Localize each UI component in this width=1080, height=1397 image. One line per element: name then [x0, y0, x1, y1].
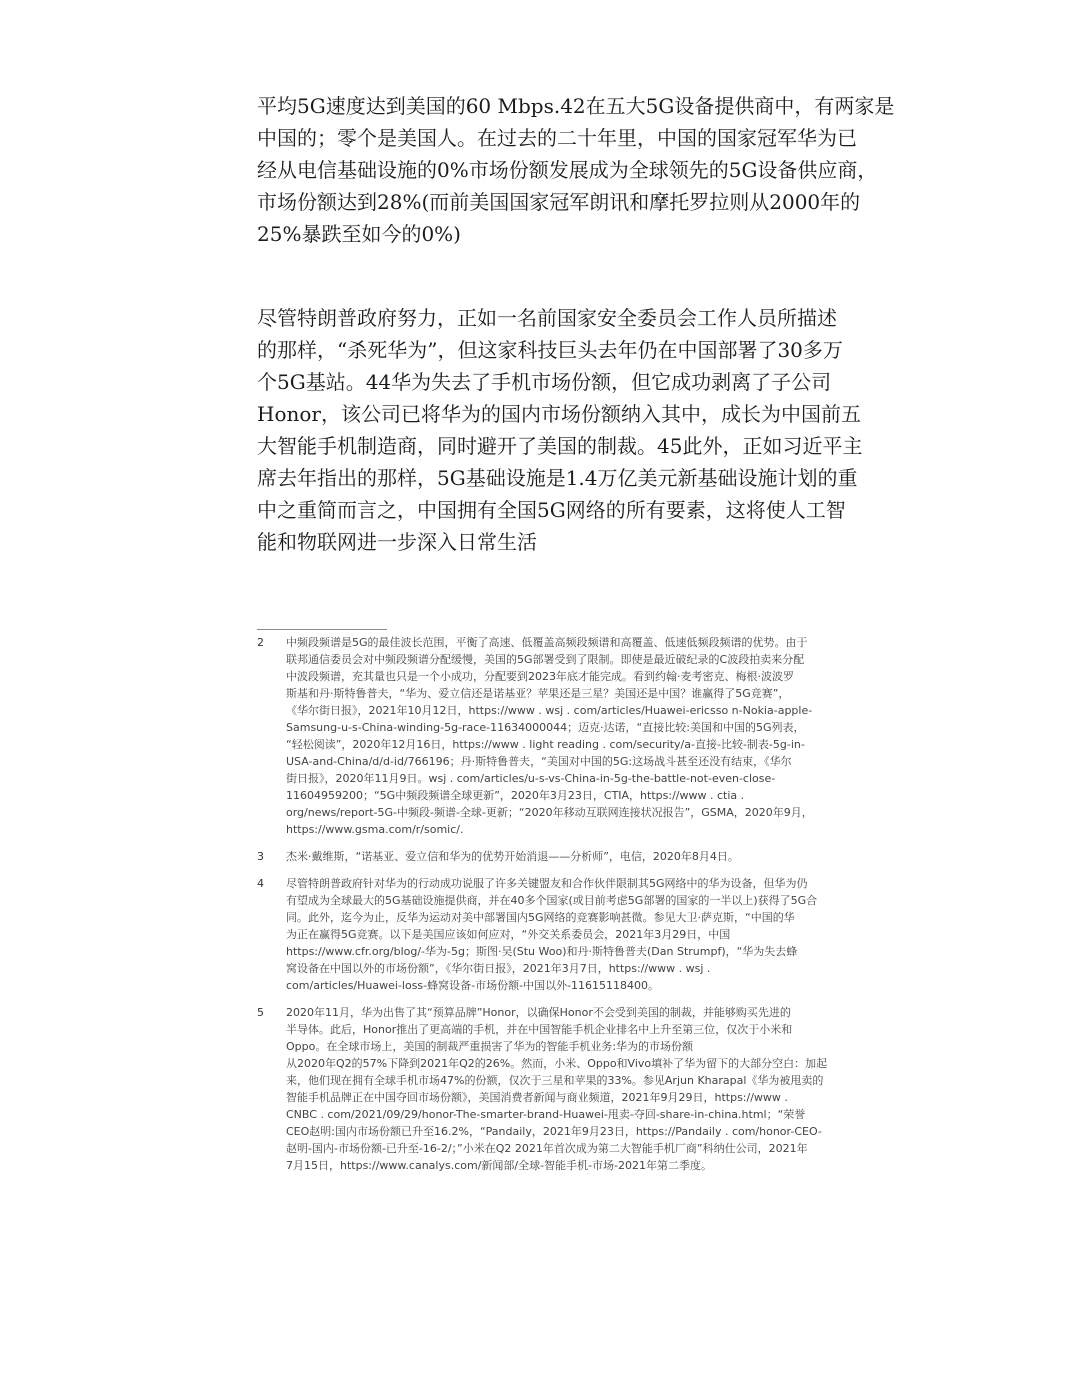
body-paragraph-2 [257, 302, 897, 558]
footnote-2 [257, 634, 897, 838]
footnote-5 [257, 1004, 897, 1174]
footnote-line: org/news/report-5G-中频段-频谱-全球-更新；“2020年移动互联网连接状况报告”，GSMA，2020年9月， [286, 806, 813, 819]
footnote-line: 窝设备在中国以外的市场份额”，《华尔街日报》，2021年3月7日，https://www . wsj . [286, 962, 711, 975]
footnote-line: 半导体。此后，Honor推出了更高端的手机，并在中国智能手机企业排名中上升至第三位，仅次于小米和 [286, 1023, 793, 1036]
footnote-line: 中波段频谱，充其量也只是一个小成功，分配要到2023年底才能完成。看到约翰·麦考密克、梅根·波波罗 [286, 670, 794, 683]
footnote-line: 中频段频谱是5G的最佳波长范围，平衡了高速、低覆盖高频段频谱和高覆盖、低速低频段频谱的优势。由于 [286, 636, 808, 649]
footnote-line: CNBC . com/2021/09/29/honor-The-smarter-brand-Huawei-甩卖-夺回-share-in-china.html；“荣誉 [286, 1108, 806, 1121]
footnote-line: 联邦通信委员会对中频段频谱分配缓慢，美国的5G部署受到了限制。即使是最近破纪录的C波段拍卖来分配 [286, 653, 805, 666]
footnote-line: Oppo。在全球市场上，美国的制裁严重损害了华为的智能手机业务:华为的市场份额 [286, 1040, 694, 1053]
body-paragraph-1 [257, 90, 897, 250]
footnote-line: 7月15日，https://www.canalys.com/新闻部/全球-智能手机-市场-2021年第二季度。 [286, 1159, 713, 1172]
footnote-line: 斯基和丹·斯特鲁普夫，“华为、爱立信还是诺基亚？苹果还是三星？美国还是中国？谁赢得了5G竞赛”， [286, 687, 790, 700]
footnote-line: 尽管特朗普政府针对华为的行动成功说服了许多关键盟友和合作伙伴限制其5G网络中的华为设备，但华为仍 [286, 877, 808, 890]
footnote-number: 4 [257, 877, 264, 890]
paragraph-line: 能和物联网进一步深入日常生活 [257, 530, 537, 554]
footnote-line: Samsung-u-s-China-winding-5g-race-11634000044；迈克·达诺，“直接比较:美国和中国的5G列表， [286, 721, 805, 734]
paragraph-line: 席去年指出的那样，5G基础设施是1.4万亿美元新基础设施计划的重 [257, 466, 858, 490]
paragraph-line: 平均5G速度达到美国的60 Mbps.42在五大5G设备提供商中，有两家是 [257, 94, 895, 118]
footnote-number: 3 [257, 850, 264, 863]
paragraph-line: 尽管特朗普政府努力，正如一名前国家安全委员会工作人员所描述 [257, 306, 837, 330]
footnote-3 [257, 848, 897, 865]
footnote-line: USA-and-China/d/d-id/766196；丹·斯特鲁普夫，“美国对中国的5G:这场战斗甚至还没有结束，《华尔 [286, 755, 792, 768]
footnote-divider [257, 629, 387, 630]
footnote-line: 2020年11月，华为出售了其“预算品牌”Honor，以确保Honor不会受到美国的制裁，并能够购买先进的 [286, 1006, 791, 1019]
footnote-line: 赵明-国内-市场份额-已升至-16-2/；”小米在Q2 2021年首次成为第二大智能手机厂商”科纳仕公司，2021年 [286, 1142, 808, 1155]
footnote-number: 5 [257, 1006, 264, 1019]
footnote-line: 为正在赢得5G竞赛。以下是美国应该如何应对，“外交关系委员会，2021年3月29日，中国 [286, 928, 731, 941]
footnote-line: https://www.cfr.org/blog/-华为-5g；斯图·吴(Stu Woo)和丹·斯特鲁普夫(Dan Strumpf)，“华为失去蜂 [286, 945, 798, 958]
footnote-line: 从2020年Q2的57%下降到2021年Q2的26%。然而，小米、Oppo和Vivo填补了华为留下的大部分空白：加起 [286, 1057, 828, 1070]
footnote-line: 有望成为全球最大的5G基础设施提供商，并在40多个国家(或目前考虑5G部署的国家的一半以上)获得了5G合 [286, 894, 818, 907]
paragraph-line: 中之重简而言之，中国拥有全国5G网络的所有要素，这将使人工智 [257, 498, 846, 522]
footnote-number: 2 [257, 636, 264, 649]
paragraph-line: 个5G基站。44华为失去了手机市场份额，但它成功剥离了子公司 [257, 370, 832, 394]
footnotes-section [257, 634, 897, 1184]
footnote-line: 杰米·戴维斯，“诺基亚、爱立信和华为的优势开始消退——分析师”，电信，2020年8月4日。 [286, 850, 739, 863]
paragraph-line: 中国的；零个是美国人。在过去的二十年里，中国的国家冠军华为已 [257, 126, 857, 150]
paragraph-line: Honor，该公司已将华为的国内市场份额纳入其中，成长为中国前五 [257, 402, 861, 426]
paragraph-line: 市场份额达到28%(而前美国国家冠军朗讯和摩托罗拉则从2000年的 [257, 190, 861, 214]
footnote-line: 《华尔街日报》，2021年10月12日，https://www . wsj . com/articles/Huawei-ericsso n-Nokia-apple- [286, 704, 813, 717]
footnote-line: 来，他们现在拥有全球手机市场47%的份额，仅次于三星和苹果的33%。参见Arjun Kharapal《华为被甩卖的 [286, 1074, 824, 1087]
paragraph-line: 25%暴跌至如今的0%) [257, 222, 461, 246]
footnote-line: 同。此外，迄今为止，反华为运动对美中部署国内5G网络的竞赛影响甚微。参见大卫·萨克斯，“中国的华 [286, 911, 795, 924]
paragraph-line: 经从电信基础设施的0%市场份额发展成为全球领先的5G设备供应商， [257, 158, 878, 182]
footnote-line: “轻松阅读”，2020年12月16日，https://www . light reading . com/security/a-直接-比较-制表-5g-in- [286, 738, 805, 751]
paragraph-line: 的那样，“杀死华为”，但这家科技巨头去年仍在中国部署了30多万 [257, 338, 843, 362]
footnote-line: com/articles/Huawei-loss-蜂窝设备-市场份额-中国以外-11615118400。 [286, 979, 660, 992]
footnote-line: https://www.gsma.com/r/somic/. [286, 823, 464, 836]
footnote-line: CEO赵明:国内市场份额已升至16.2%，“Pandaily，2021年9月23日，https://Pandaily . com/honor-CEO- [286, 1125, 822, 1138]
footnote-line: 11604959200；“5G中频段频谱全球更新”，2020年3月23日，CTIA，https://www . ctia . [286, 789, 745, 802]
paragraph-line: 大智能手机制造商，同时避开了美国的制裁。45此外，正如习近平主 [257, 434, 863, 458]
footnote-line: 智能手机品牌正在中国夺回市场份额》，美国消费者新闻与商业频道，2021年9月29日，https://www . [286, 1091, 788, 1104]
footnote-4 [257, 875, 897, 994]
footnote-line: 街日报》，2020年11月9日。wsj . com/articles/u-s-vs-China-in-5g-the-battle-not-even-close- [286, 772, 776, 785]
